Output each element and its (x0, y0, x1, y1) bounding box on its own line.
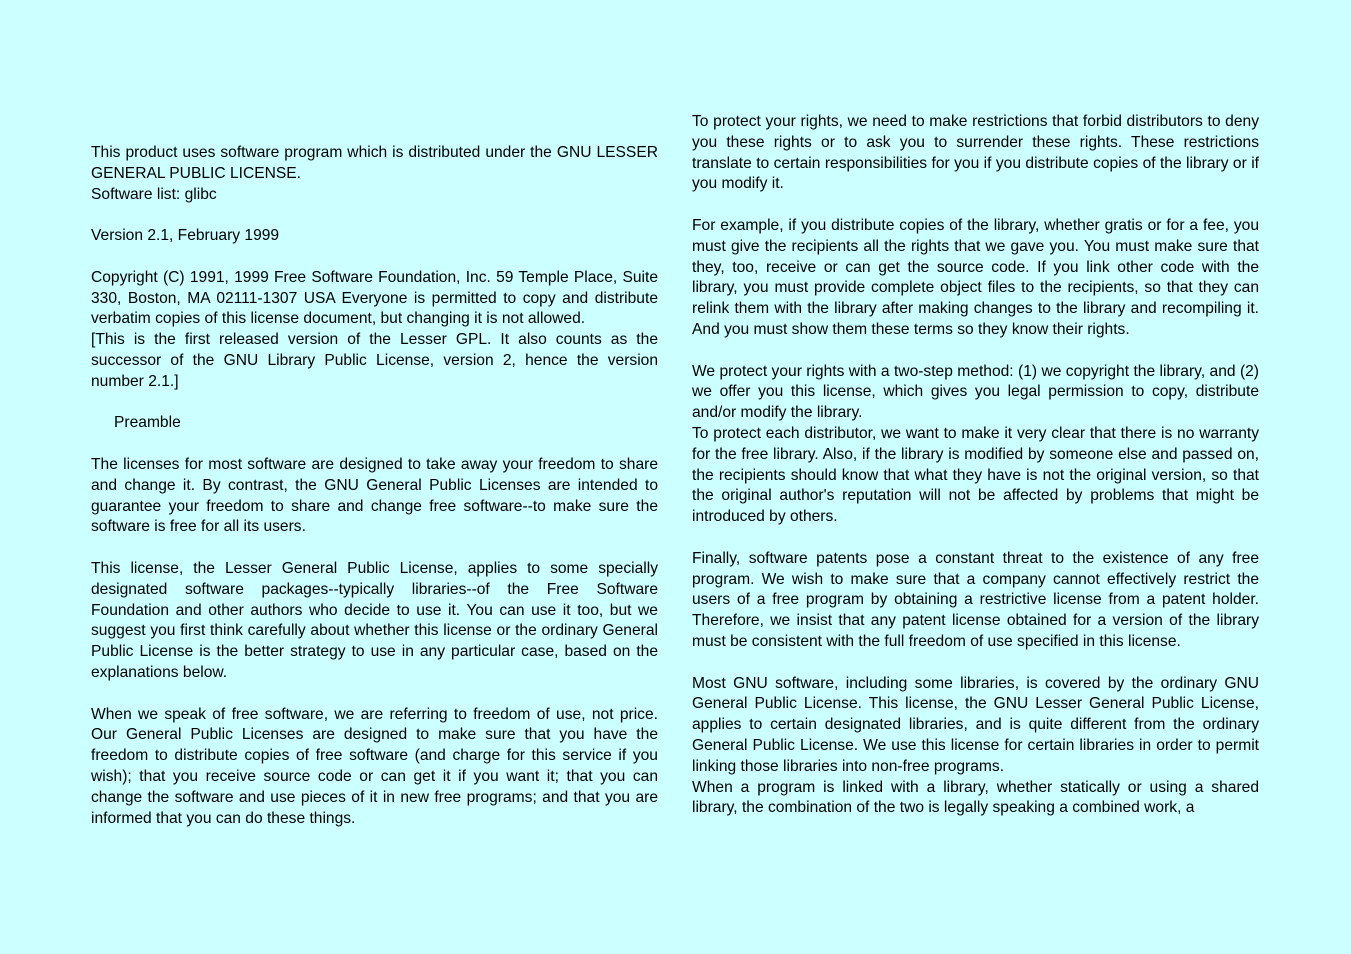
intro-text: This product uses software program which is distributed under the GNU LESSER GENERAL PUBLIC LICENSE. (91, 144, 658, 182)
version-text: Version 2.1, February 1999 (91, 227, 280, 245)
copyright-text: Copyright (C) 1991, 1999 Free Software Foundation, Inc. 59 Temple Place, Suite 330, Boston, MA 02111-1307 USA Everyone is permitted to copy and distribute verbatim copies of this license document, but changing it is not allowed. (91, 268, 658, 328)
paragraph-most-gnu: Most GNU software, including some libraries, is covered by the ordinary GNU General Public License. This license, the GNU Lesser General Public License, applies to certain designated libraries, and is quite different from the ordinary General Public License. We use this license for certain libraries in order to permit linking those libraries into non-free programs. (692, 674, 1259, 775)
paragraph-licenses: The licenses for most software are designed to take away your freedom to share and change it. By contrast, the GNU General Public Licenses are intended to guarantee your freedom to share and change free software--to make sure the software is free for all its users. (91, 455, 658, 536)
paragraph-free-software: When we speak of free software, we are referring to freedom of use, not price. Our General Public Licenses are designed to make sure that you have the freedom to distribute copies of free software (and charge for this service if you wish); that you receive source code or can get it if you want it; that you can change the software and use pieces of it in new free programs; and that you are informed that you can do these things. (91, 705, 658, 827)
version-note: [This is the first released version of the Lesser GPL. It also counts as the successor of the GNU Library Public License, version 2, hence the version number 2.1.] (91, 331, 658, 390)
paragraph-two-step: We protect your rights with a two-step method: (1) we copyright the library, and (2) we offer you this license, which gives you legal permission to copy, distribute and/or modify the library. (692, 362, 1259, 422)
paragraph-example: For example, if you distribute copies of the library, whether gratis or for a fee, you must give the recipients all the rights that we gave you. You must make sure that they, too, receive or can get the source code. If you link other code with the library, you must provide complete object files to the recipients, so that they can relink them with the library after making changes to the library and recompiling it. And you must show them these terms so they know their rights. (692, 216, 1259, 338)
paragraph-linked: When a program is linked with a library, whether statically or using a shared library, the combination of the two is legally speaking a combined work, a (692, 778, 1259, 817)
intro-block (91, 143, 658, 205)
preamble-title: Preamble (114, 414, 181, 432)
paragraph-protect: To protect your rights, we need to make restrictions that forbid distributors to deny you these rights or to ask you to surrender these rights. These restrictions translate to certain responsibilities for you if you distribute copies of the library or if you modify it. (692, 113, 1259, 193)
paragraph-this-license: This license, the Lesser General Public License, applies to some specially designated software packages--typically libraries--of the Free Software Foundation and other authors who decide to use it. You can use it too, but we suggest you first think carefully about whether this license or the ordinary General Public License is the better strategy to use in any particular case, based on the explanations below. (91, 559, 658, 681)
right-column (692, 112, 1259, 819)
paragraph-warranty: To protect each distributor, we want to make it very clear that there is no warranty for the free library. Also, if the library is modified by someone else and passed on, the recipients should know that what they have is not the original version, so that the original author's reputation will not be affected by problems that might be introduced by others. (692, 424, 1259, 526)
software-list: Software list: glibc (91, 185, 217, 203)
paragraph-patents: Finally, software patents pose a constant threat to the existence of any free program. We wish to make sure that a company cannot effectively restrict the users of a free program by obtaining a restrictive license from a patent holder. Therefore, we insist that any patent license obtained for a version of the library must be consistent with the full freedom of use specified in this license. (692, 549, 1259, 650)
left-column (91, 143, 658, 850)
